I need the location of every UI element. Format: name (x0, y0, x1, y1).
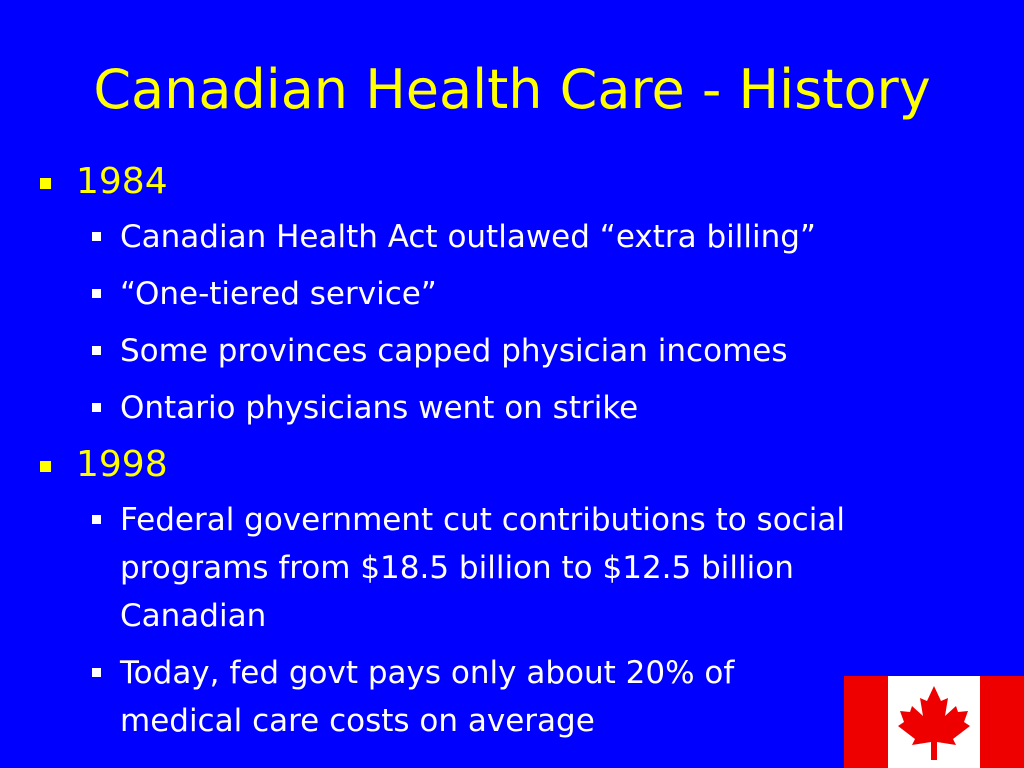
section-items (86, 496, 954, 745)
list-item (86, 384, 954, 432)
list-item (86, 270, 954, 318)
list-item-text: “One-tiered service” (120, 276, 437, 312)
section-items (86, 213, 954, 432)
canadian-flag-icon (844, 676, 1024, 768)
square-bullet-icon (92, 515, 101, 524)
list-item-text: Ontario physicians went on strike (120, 390, 639, 426)
list-item-text: Canadian Health Act outlawed “extra billing” (120, 219, 816, 255)
list-item-text: Today, fed govt pays only about 20% of medical care costs on average (120, 655, 735, 739)
square-bullet-icon (92, 403, 101, 412)
maple-leaf-icon (894, 682, 974, 762)
slide-title: Canadian Health Care - History (93, 58, 931, 121)
list-item (86, 213, 954, 261)
square-bullet-icon (40, 461, 51, 472)
section-heading-text: 1998 (76, 444, 168, 485)
list-item-text: Federal government cut contributions to social programs from $18.5 billion to $12.5 billion Canadian (120, 502, 845, 634)
flag-left-band (844, 676, 888, 768)
square-bullet-icon (92, 668, 101, 677)
list-item (86, 496, 920, 640)
square-bullet-icon (92, 232, 101, 241)
square-bullet-icon (92, 346, 101, 355)
section-heading-text: 1984 (76, 161, 168, 202)
slide-content (34, 158, 954, 754)
list-item-text: Some provinces capped physician incomes (120, 333, 788, 369)
section-heading (34, 158, 954, 206)
section-heading (34, 441, 954, 489)
list-item (86, 649, 820, 745)
square-bullet-icon (40, 178, 51, 189)
list-item (86, 327, 954, 375)
flag-right-band (980, 676, 1024, 768)
square-bullet-icon (92, 289, 101, 298)
